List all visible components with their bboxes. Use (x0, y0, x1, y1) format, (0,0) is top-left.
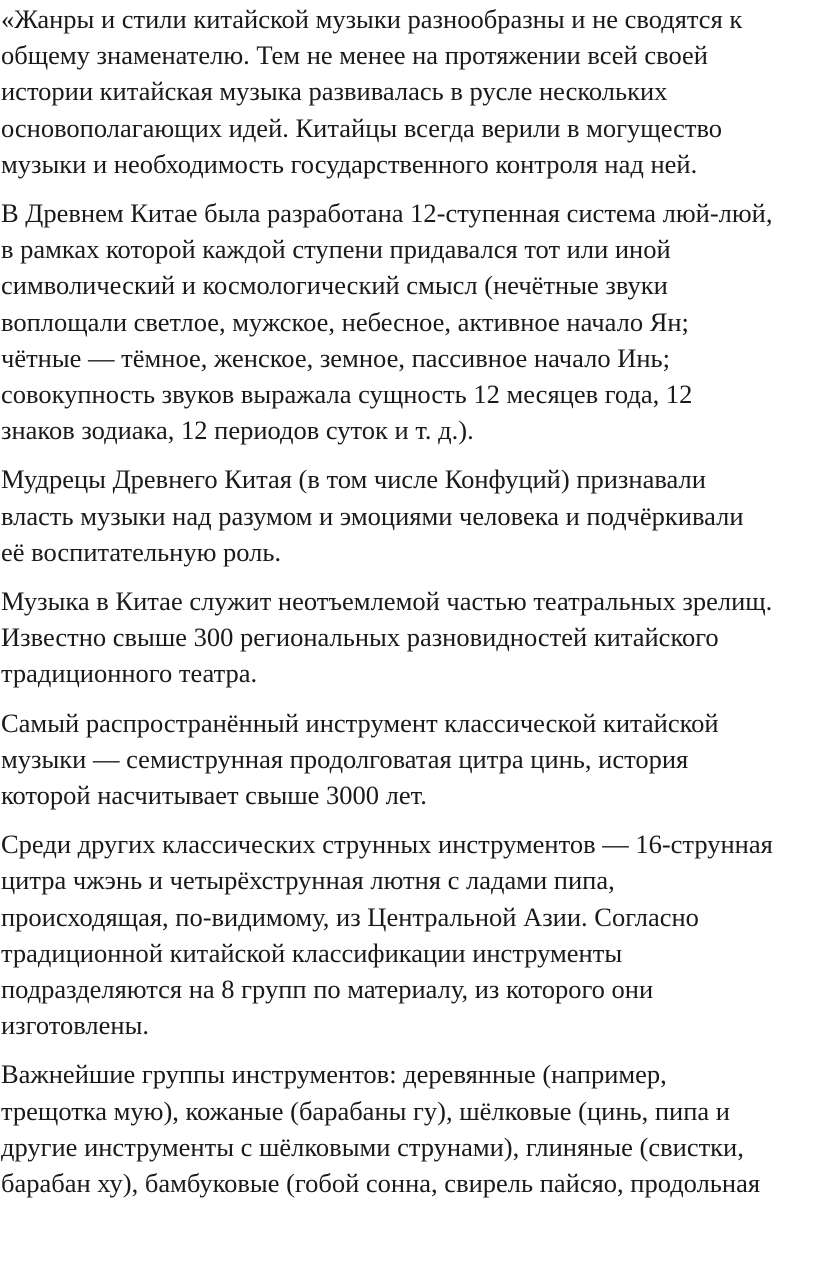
paragraph-sages: Мудрецы Древнего Китая (в том числе Конфуций) признавали власть музыки над разумом и эмоциями человека и подчёркивали её воспитательную роль. (1, 464, 744, 567)
paragraph-genres: «Жанры и стили китайской музыки разнообразны и не сводятся к общему знаменателю. Тем не менее на протяжении всей своей истории китайская музыка развивалась в русле нескольких основополагающих идей. Китайцы всегда верили в могущество музыки и необходимость государственного контроля над ней. (1, 4, 743, 179)
paragraph-theatre: Музыка в Китае служит неотъемлемой частью театральных зрелищ. Известно свыше 300 региональных разновидностей китайского традиционного театра. (1, 586, 773, 689)
paragraph-qin: Самый распространённый инструмент классической китайской музыки — семиструнная продолговатая цитра цинь, история которой насчитывает свыше 3000 лет. (1, 707, 719, 811)
paragraph-lu-lu-system: В Древнем Китае была разработана 12-ступенная система люй-люй, в рамках которой каждой ступени придавался тот или иной символический и космологический смысл (нечётные звуки воплощали светлое, мужское, небесное, активное начало Ян; чётные — тёмное, женское, земное, пассивное начало Инь; совокупность звуков выражала сущность 12 месяцев года, 12 знаков зодиака, 12 периодов суток и т. д.). (1, 198, 773, 446)
paragraph-instrument-groups: Важнейшие группы инструментов: деревянные (например, трещотка мую), кожаные (барабаны гу), шёлковые (цинь, пипа и другие инструменты с шёлковыми струнами), глиняные (свистки, барабан ху), бамбуковые (гобой сонна, свирель пайсяо, продольная (1, 1059, 761, 1199)
paragraph-string-instruments: Среди других классических струнных инструментов — 16-струнная цитра чжэнь и четырёхструнная лютня с ладами пипа, происходящая, по-видимому, из Центральной Азии. Согласно традиционной китайской классификации инструменты подразделяются на 8 групп по материалу, из которого они изготовлены. (1, 829, 773, 1041)
